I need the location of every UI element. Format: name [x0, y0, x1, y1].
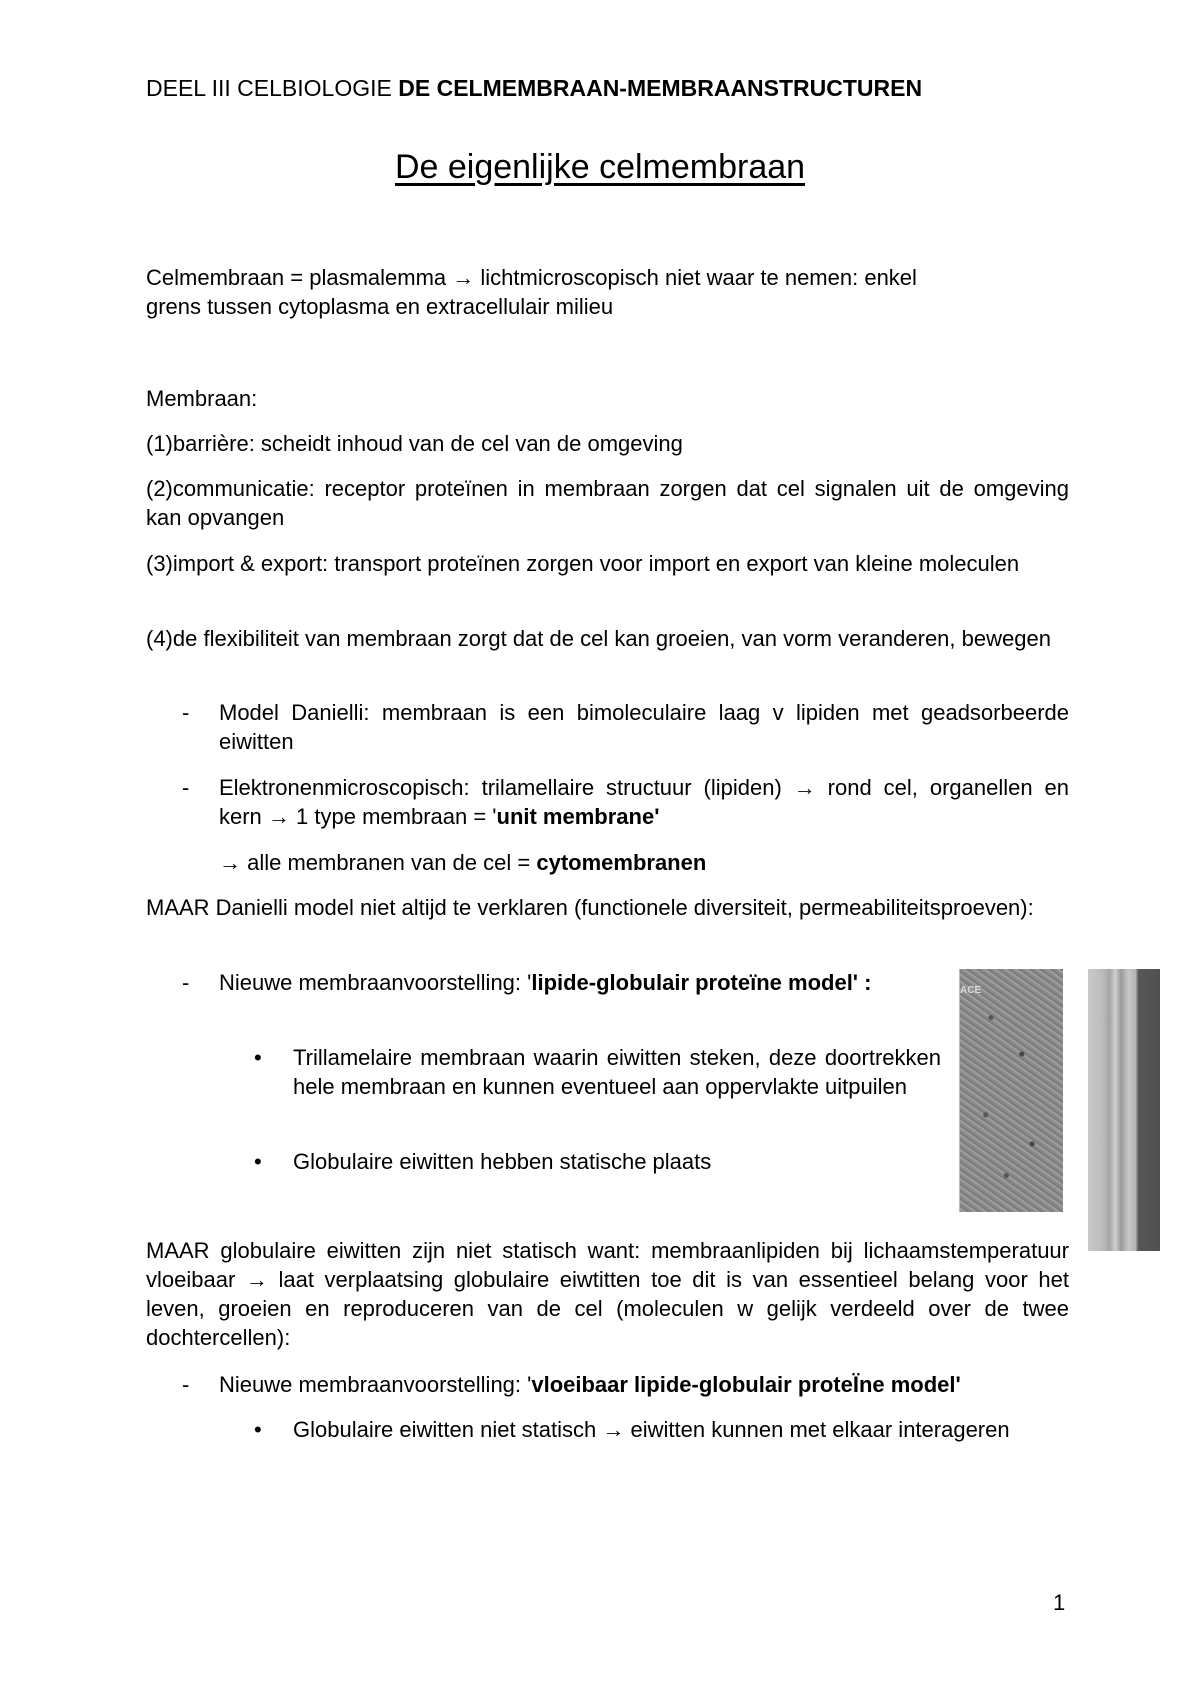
bullet-trillamelaire: Trillamelaire membraan waarin eiwitten steken, deze doortrekken hele membraan en kunnen eventueel aan oppervlakte uitpuilen — [293, 1045, 941, 1099]
bullet-marker: • — [254, 1417, 262, 1442]
intro-line-2: grens tussen cytoplasma en extracellulair milieu — [146, 294, 614, 319]
em-structure: Elektronenmicroscopisch: trilamellaire structuur (lipiden) → rond cel, organellen en kern → 1 type membraan = 'unit membrane' — [219, 775, 1069, 829]
function-item-2: (2)communicatie: receptor proteïnen in membraan zorgen dat cel signalen uit de omgeving kan opvangen — [146, 476, 1069, 530]
page-title: De eigenlijke celmembraan — [394, 148, 806, 186]
bullet-marker: • — [254, 1045, 262, 1070]
bullet-marker: • — [254, 1149, 262, 1174]
dash-marker: - — [182, 1372, 190, 1397]
page-number: 1 — [1053, 1590, 1066, 1615]
cytomembranen-line: → alle membranen van de cel = cytomembranen — [219, 850, 707, 875]
dash-marker: - — [182, 970, 190, 995]
header-section: DEEL III CELBIOLOGIE — [146, 75, 392, 101]
danielli-model: Model Danielli: membraan is een bimoleculaire laag v lipiden met geadsorbeerde eiwitten — [219, 700, 1069, 754]
membraan-heading: Membraan: — [146, 386, 258, 411]
maar-vloeibaar: MAAR globulaire eiwitten zijn niet statisch want: membraanlipiden bij lichaamstemperatuur vloeibaar → laat verplaatsing globulaire eiwtitten toe dit is van essentieel belang voor het leven, groeien en reproduceren van de cel (moleculen w gelijk verdeeld over de twee dochtercellen): — [146, 1238, 1069, 1350]
maar-danielli: MAAR Danielli model niet altijd te verklaren (functionele diversiteit, permeabiliteitsproeven): — [146, 895, 1034, 920]
model-lipide-globulair: Nieuwe membraanvoorstelling: 'lipide-globulair proteïne model' : — [219, 970, 872, 995]
header-topic: DE CELMEMBRAAN-MEMBRAANSTRUCTUREN — [398, 75, 923, 101]
document-header — [146, 73, 922, 103]
function-item-3: (3)import & export: transport proteïnen zorgen voor import en export van kleine moleculen — [146, 551, 1020, 576]
freeze-fracture-micrograph: ACE — [959, 969, 1063, 1212]
model-vloeibaar: Nieuwe membraanvoorstelling: 'vloeibaar lipide-globulair proteÏne model' — [219, 1372, 961, 1397]
bullet-niet-statisch: Globulaire eiwitten niet statisch → eiwitten kunnen met elkaar interageren — [293, 1417, 1010, 1442]
bullet-statische-plaats: Globulaire eiwitten hebben statische plaats — [293, 1149, 712, 1174]
intro-line-1: Celmembraan = plasmalemma → lichtmicroscopisch niet waar te nemen: enkel — [146, 265, 917, 290]
membrane-micrograph — [1088, 969, 1160, 1251]
function-item-4: (4)de flexibiliteit van membraan zorgt dat de cel kan groeien, van vorm veranderen, bewegen — [146, 626, 1051, 651]
function-item-1: (1)barrière: scheidt inhoud van de cel van de omgeving — [146, 431, 683, 456]
dash-marker: - — [182, 775, 190, 800]
dash-marker: - — [182, 700, 190, 725]
